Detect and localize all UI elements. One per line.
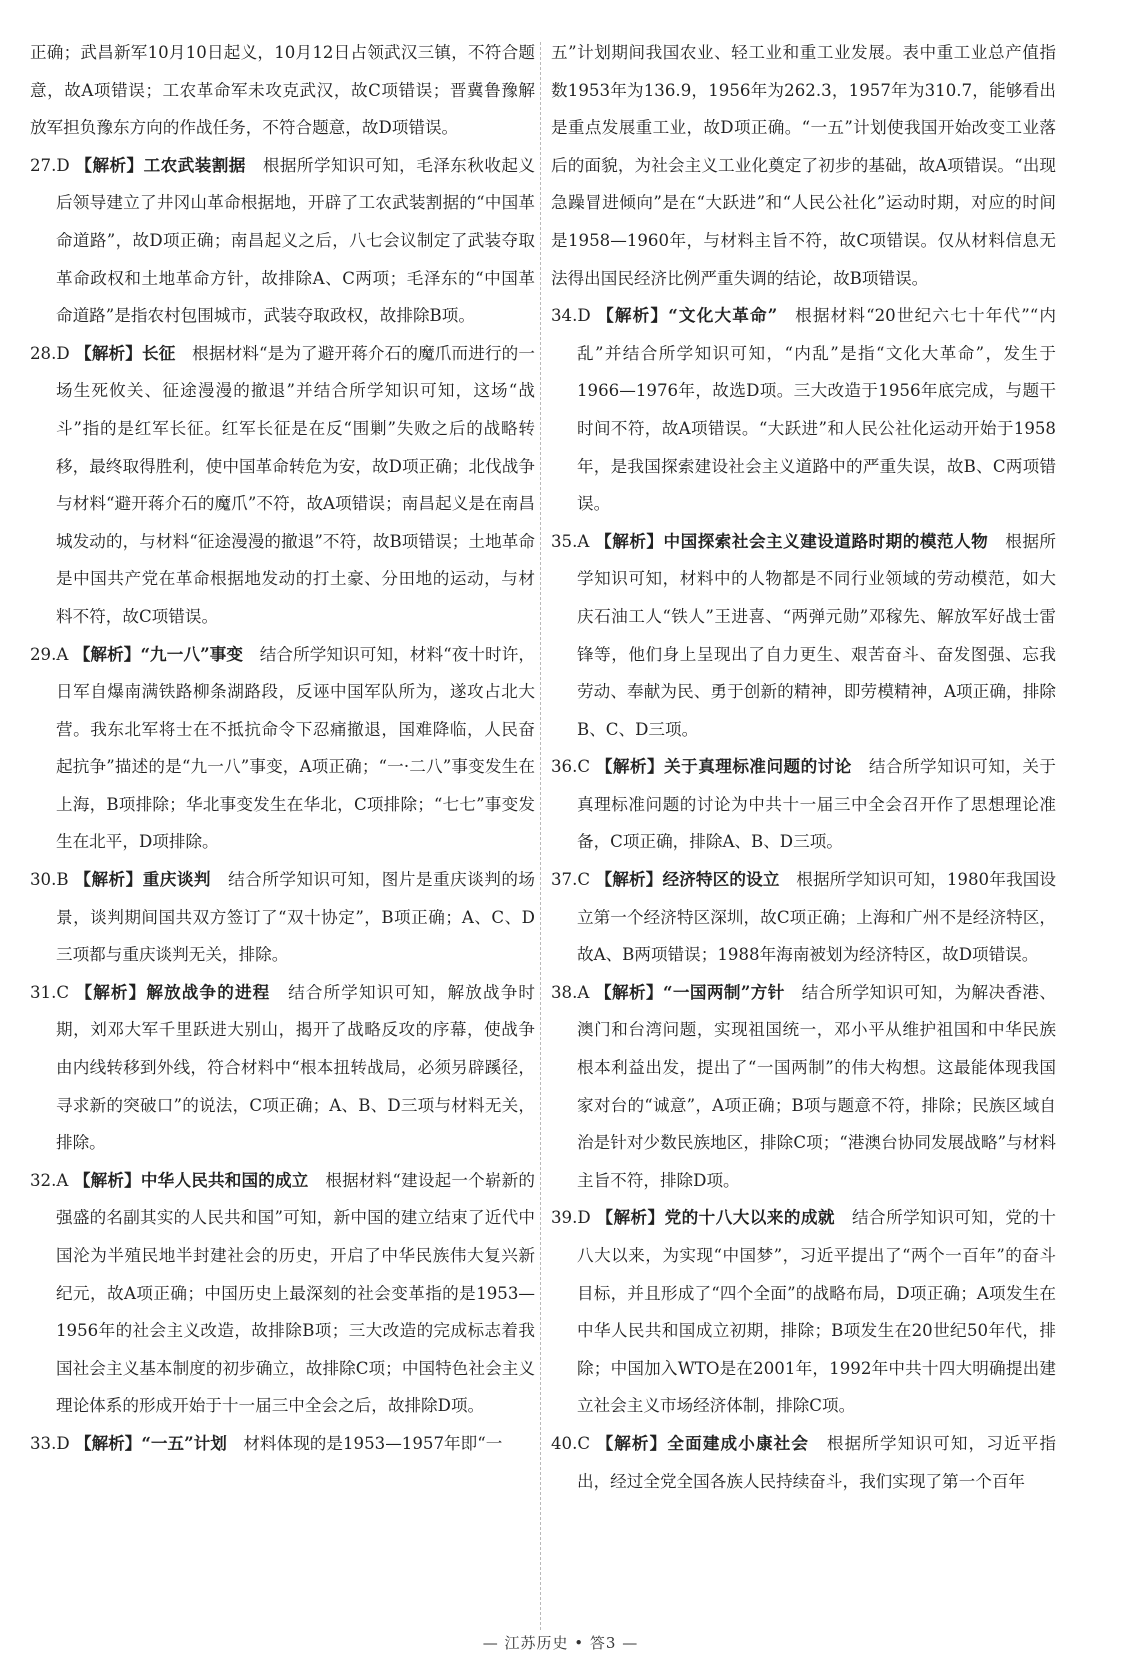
entry-37: [551, 861, 1056, 974]
analysis-tag: 【解析】: [74, 1432, 142, 1453]
entry-topic: 长征: [141, 342, 176, 363]
entry-text: 根据所学知识可知，毛泽东秋收起义后领导建立了井冈山革命根据地，开辟了工农武装割据的“中国革命道路”，故D项正确；南昌起义之后，八七会议制定了武装夺取革命政权和土地革命方针，故排除A、C两项；毛泽东的“中国革命道路”是指农村包围城市，武装夺取政权，故排除B项。: [56, 155, 536, 326]
entry-text: 根据所学知识可知，习近平指出，经过全党全国各族人民持续奋斗，我们实现了第一个百年: [577, 1433, 1057, 1491]
entry-33: [30, 1425, 535, 1463]
entry-topic: “文化大革命”: [668, 305, 778, 326]
analysis-tag: 【解析】: [595, 869, 663, 890]
page-footer: — 江苏历史 • 答3 —: [482, 1634, 639, 1652]
entry-topic: 全面建成小康社会: [667, 1432, 810, 1453]
entry-text: 结合所学知识可知，解放战争时期，刘邓大军千里跃进大别山，揭开了战略反攻的序幕，使战争由内线转移到外线，符合材料中“根本扭转战局，必须另辟蹊径，寻求新的突破口”的说法，C项正确；A、B、D三项与材料无关，排除。: [56, 982, 536, 1153]
column-divider: [540, 42, 541, 1630]
analysis-tag: 【解析】: [595, 756, 665, 777]
entry-number: 35.A: [551, 531, 590, 551]
entry-number: 33.D: [30, 1433, 70, 1453]
entry-29: [30, 636, 535, 862]
analysis-tag: 【解析】: [73, 643, 141, 664]
entry-38: [551, 974, 1056, 1200]
entry-text: 结合所学知识可知，图片是重庆谈判的场景，谈判期间国共双方签订了“双十协定”，B项正确；A、C、D三项都与重庆谈判无关，排除。: [56, 870, 536, 965]
analysis-tag: 【解析】: [597, 305, 669, 326]
entry-topic: 经济特区的设立: [662, 869, 780, 890]
entry-topic: 解放战争的进程: [146, 981, 271, 1002]
entry-text: 结合所学知识可知，关于真理标准问题的讨论为中共十一届三中全会召开作了思想理论准备，C项正确，排除A、B、D三项。: [577, 757, 1057, 852]
entry-30: [30, 861, 535, 974]
entry-topic: “一国两制”方针: [662, 981, 785, 1002]
entry-topic: “一五”计划: [141, 1432, 227, 1453]
entry-number: 31.C: [30, 982, 70, 1002]
entry-number: 28.D: [30, 343, 70, 363]
entry-text: 结合所学知识可知，为解决香港、澳门和台湾问题，实现祖国统一，邓小平从维护祖国和中华民族根本利益出发，提出了“一国两制”的伟大构想。这最能体现我国家对台的“诚意”，A项正确；B项与题意不符，排除；民族区域自治是针对少数民族地区，排除C项；“港澳台协同发展战略”与材料主旨不符，排除D项。: [577, 982, 1057, 1190]
entry-text: 根据材料“是为了避开蒋介石的魔爪而进行的一场生死攸关、征途漫漫的撤退”并结合所学知识可知，这场“战斗”指的是红军长征。红军长征是在反“围剿”失败之后的战略转移，最终取得胜利，使中国革命转危为安，故D项正确；北伐战争与材料“避开蒋介石的魔爪”不符，故A项错误；南昌起义是在南昌城发动的，与材料“征途漫漫的撤退”不符，故B项错误；土地革命是中国共产党在革命根据地发动的打土豪、分田地的运动，与材料不符，故C项错误。: [56, 343, 535, 626]
analysis-tag: 【解析】: [75, 154, 144, 175]
entry-36: [551, 748, 1056, 861]
entry-39: [551, 1199, 1056, 1425]
entry-topic: 中华人民共和国的成立: [140, 1169, 309, 1190]
entry-text: 结合所学知识可知，党的十八大以来，为实现“中国梦”，习近平提出了“两个一百年”的奋斗目标，并且形成了“四个全面”的战略布局，D项正确；A项发生在中华人民共和国成立初期，排除；B项发生在20世纪50年代，排除；中国加入WTO是在2001年，1992年中共十四大明确提出建立社会主义市场经济体制，排除C项。: [577, 1208, 1057, 1416]
entry-number: 29.A: [30, 644, 69, 664]
analysis-tag: 【解析】: [75, 342, 142, 363]
entry-32: [30, 1162, 535, 1425]
analysis-tag: 【解析】: [75, 981, 147, 1002]
analysis-tag: 【解析】: [596, 1432, 668, 1453]
entry-text: 材料体现的是1953—1957年即“一: [243, 1433, 503, 1453]
entry-35: [551, 523, 1056, 749]
entry-number: 27.D: [30, 155, 70, 175]
entry-number: 34.D: [551, 306, 591, 326]
entry-continuation: 正确；武昌新军10月10日起义，10月12日占领武汉三镇，不符合题意，故A项错误；工农革命军未攻克武汉，故C项错误；晋冀鲁豫解放军担负豫东方向的作战任务，不符合题意，故D项错误。: [30, 43, 535, 138]
entry-number: 32.A: [30, 1170, 69, 1190]
entry-continuation: 五”计划期间我国农业、轻工业和重工业发展。表中重工业总产值指数1953年为136.9，1956年为262.3，1957年为310.7，能够看出是重点发展重工业，故D项正确。“一五”计划使我国开始改变工业落后的面貌，为社会主义工业化奠定了初步的基础，故A项错误。“出现急躁冒进倾向”是在“大跃进”和“人民公社化”运动时期，对应的时间是1958—1960年，与材料主旨不符，故C项错误。仅从材料信息无法得出国民经济比例严重失调的结论，故B项错误。: [551, 43, 1056, 288]
entry-number: 37.C: [551, 870, 591, 890]
entry-text: 根据所学知识可知，材料中的人物都是不同行业领域的劳动模范，如大庆石油工人“铁人”王进喜、“两弹元勋”邓稼先、解放军好战士雷锋等，他们身上呈现出了自力更生、艰苦奋斗、奋发图强、忘我劳动、奉献为民、勇于创新的精神，即劳模精神，A项正确，排除B、C、D三项。: [577, 531, 1057, 739]
entry-text: 结合所学知识可知，材料“夜十时许，日军自爆南满铁路柳条湖路段，反诬中国军队所为，遂攻占北大营。我东北军将士在不抵抗命令下忍痛撤退，国难降临，人民奋起抗争”描述的是“九一八”事变，A项正确；“一·二八”事变发生在上海，B项排除；华北事变发生在华北，C项排除；“七七”事变发生在北平，D项排除。: [56, 644, 536, 852]
entry-text: 根据所学知识可知，1980年我国设立第一个经济特区深圳，故C项正确；上海和广州不是经济特区，故A、B两项错误；1988年海南被划为经济特区，故D项错误。: [577, 870, 1057, 965]
entry-31: [30, 974, 535, 1162]
entry-number: 40.C: [551, 1433, 591, 1453]
entry-topic: 重庆谈判: [142, 869, 212, 890]
entry-number: 36.C: [551, 757, 591, 777]
entry-text: 根据材料“建设起一个崭新的强盛的名副其实的人民共和国”可知，新中国的建立结束了近代中国沦为半殖民地半封建社会的历史，开启了中华民族伟大复兴新纪元，故A项正确；中国历史上最深刻的社会变革指的是1953—1956年的社会主义改造，故排除B项；三大改造的完成标志着我国社会主义基本制度的初步确立，故排除C项；中国特色社会主义理论体系的形成开始于十一届三中全会之后，故排除D项。: [56, 1170, 536, 1416]
right-column: [551, 34, 1056, 1500]
analysis-tag: 【解析】: [596, 1207, 665, 1228]
analysis-tag: 【解析】: [595, 981, 663, 1002]
left-column: [30, 34, 535, 1463]
entry-text: 根据材料“20世纪六七十年代”“内乱”并结合所学知识可知，“内乱”是指“文化大革命”，发生于1966—1976年，故选D项。三大改造于1956年底完成，与题干时间不符，故A项错误。“大跃进”和人民公社化运动开始于1958年，是我国探索建设社会主义道路中的严重失误，故B、C两项错误。: [577, 306, 1056, 514]
analysis-tag: 【解析】: [74, 869, 143, 890]
entry-28: [30, 335, 535, 636]
entry-topic: 工农武装割据: [143, 154, 246, 175]
analysis-tag: 【解析】: [73, 1169, 141, 1190]
entry-topic: 党的十八大以来的成就: [664, 1207, 835, 1228]
entry-number: 30.B: [30, 870, 69, 890]
entry-number: 39.D: [551, 1208, 591, 1228]
entry-topic: 中国探索社会主义建设道路时期的模范人物: [663, 530, 989, 551]
analysis-tag: 【解析】: [595, 530, 664, 551]
entry-40: [551, 1425, 1056, 1500]
entry-topic: 关于真理标准问题的讨论: [664, 756, 852, 777]
entry-27: [30, 147, 535, 335]
entry-topic: “九一八”事变: [140, 643, 244, 664]
entry-number: 38.A: [551, 982, 590, 1002]
entry-34: [551, 297, 1056, 523]
